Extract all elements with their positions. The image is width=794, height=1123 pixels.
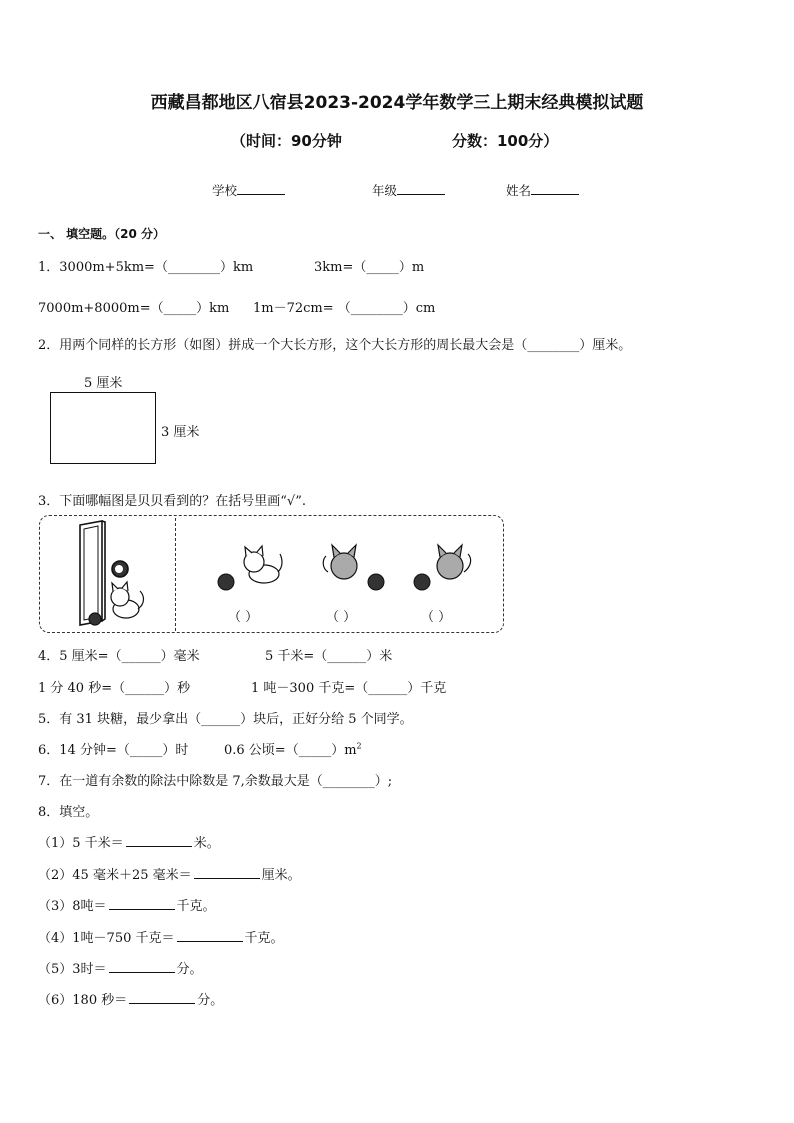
rect-height-label: 3 厘米: [161, 425, 200, 440]
ball-icon: [368, 574, 384, 590]
q1d: 1m－72cm= （________）cm: [253, 301, 436, 316]
option-b-answer[interactable]: （ ）: [326, 610, 357, 625]
page-title: 西藏昌都地区八宿县2023-2024学年数学三上期末经典模拟试题: [150, 93, 644, 113]
q8-item: （2）45 毫米＋25 毫米＝ 厘米。: [38, 868, 301, 883]
grade-field: 年级: [372, 181, 445, 199]
option-c-illustration: [410, 542, 482, 594]
ball-icon: [218, 574, 234, 590]
cat-icon: [244, 546, 282, 583]
cat-icon: [437, 545, 471, 579]
q4c: 1 分 40 秒=（______）秒: [38, 681, 191, 696]
option-a-answer[interactable]: （ ）: [228, 610, 259, 625]
name-field: 姓名: [506, 181, 579, 199]
q6b: 0.6 公顷$=(\_\_\_\_\_)m^2$: [224, 741, 362, 758]
option-b-illustration: [318, 542, 390, 594]
ball-icon: [414, 574, 430, 590]
q5-text: 5．有 31 块糖，最少拿出（______）块后，正好分给 5 个同学。: [38, 712, 413, 727]
door-icon: [80, 521, 102, 625]
door-scene-illustration: [60, 517, 170, 631]
rect-width-label: 5 厘米: [84, 376, 123, 391]
school-field: 学校: [212, 181, 285, 199]
q1c: 7000m+8000m=（_____）km: [38, 301, 230, 316]
option-a-illustration: [214, 542, 286, 594]
time-label: （时间：90分钟: [231, 132, 342, 150]
q8-item: （1）5 千米＝ 米。: [38, 836, 220, 851]
q2-text: 2．用两个同样的长方形（如图）拼成一个大长方形，这个大长方形的周长最大会是（________）厘米。: [38, 338, 632, 353]
q4a: 4．5 厘米=（______）毫米: [38, 649, 200, 664]
picture-divider: [175, 518, 176, 631]
q1b: 3km=（_____）m: [314, 260, 425, 275]
rectangle-figure: [50, 392, 156, 464]
q8-title: 8．填空。: [38, 805, 99, 820]
cat-icon: [323, 545, 357, 579]
score-label: 分数：100分）: [452, 132, 559, 150]
q7-text: 7．在一道有余数的除法中除数是 7,余数最大是（________）;: [38, 774, 393, 789]
q8-item: （4）1吨－750 千克＝ 千克。: [38, 931, 284, 946]
q8-item: （5）3时＝ 分。: [38, 962, 203, 977]
q3-text: 3．下面哪幅图是贝贝看到的？在括号里画“√”.: [38, 494, 306, 509]
section-heading: 一、 填空题。（20 分）: [38, 227, 166, 241]
option-c-answer[interactable]: （ ）: [421, 610, 452, 625]
q8-item: （3）8吨＝ 千克。: [38, 899, 216, 914]
q4b: 5 千米=（______）米: [265, 649, 393, 664]
q1a: 1．3000m+5km=（________）km: [38, 260, 254, 275]
cat-icon: [89, 582, 144, 625]
q8-item: （6）180 秒＝ 分。: [38, 993, 224, 1008]
q4d: 1 吨－300 千克=（______）千克: [251, 681, 447, 696]
q6a: 6．14 分钟=（_____）时: [38, 743, 189, 758]
